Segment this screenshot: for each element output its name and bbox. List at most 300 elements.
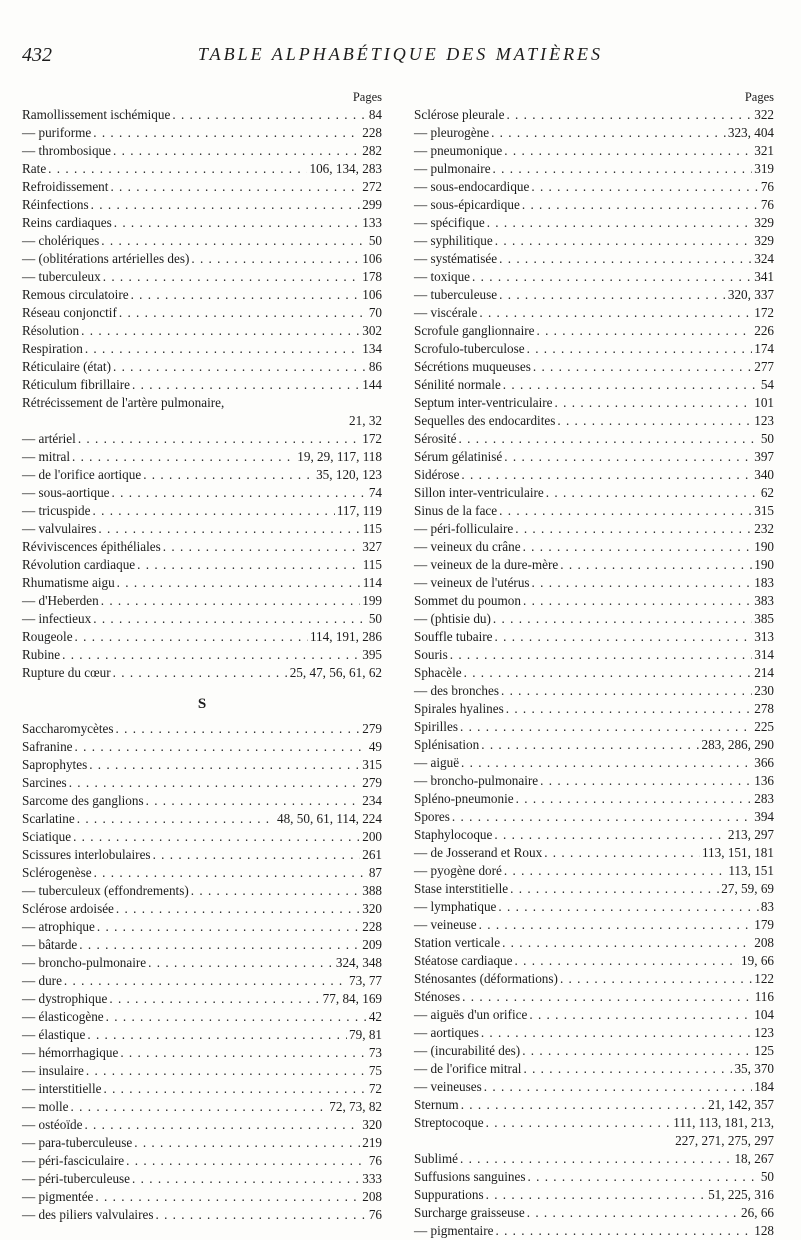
dot-leader xyxy=(484,1078,752,1096)
index-group-s-cont xyxy=(414,106,774,1114)
dot-leader xyxy=(84,1116,360,1134)
index-entry xyxy=(22,592,382,610)
dot-leader xyxy=(515,520,752,538)
entry-pages: 125 xyxy=(754,1043,774,1058)
dot-leader xyxy=(479,916,753,934)
entry-label: Réviviscences épithéliales xyxy=(22,539,161,554)
entry-pages: 272 xyxy=(362,179,382,194)
entry-label: Stéatose cardiaque xyxy=(414,953,513,968)
entry-label: Sublimé xyxy=(414,1151,458,1166)
index-entry xyxy=(414,502,774,520)
entry-label: — puriforme xyxy=(22,125,92,140)
index-entry xyxy=(22,106,382,124)
entry-label: Stase interstitielle xyxy=(414,881,509,896)
index-entry xyxy=(22,124,382,142)
entry-pages: 183 xyxy=(754,575,774,590)
entry-pages: 302 xyxy=(362,323,382,338)
index-entry xyxy=(414,466,774,484)
dot-leader xyxy=(91,196,361,214)
dot-leader xyxy=(491,124,726,142)
entry-label: — pneumonique xyxy=(414,143,503,158)
dot-leader xyxy=(523,538,753,556)
entry-pages: 111, 113, 181, 213, xyxy=(673,1115,774,1130)
dot-leader xyxy=(499,250,752,268)
dot-leader xyxy=(531,178,758,196)
entry-label: Réticulum fibrillaire xyxy=(22,377,131,392)
entry-label: Spléno-pneumonie xyxy=(414,791,514,806)
pages-column-label: Pages xyxy=(744,90,774,104)
index-entry xyxy=(414,1042,774,1060)
index-entry xyxy=(414,880,774,898)
dot-leader xyxy=(143,466,314,484)
index-entry xyxy=(414,484,774,502)
entry-label: Safranine xyxy=(22,739,73,754)
dot-leader xyxy=(93,610,367,628)
index-entry xyxy=(22,1188,382,1206)
entry-pages: 213, 297 xyxy=(727,827,774,842)
entry-pages: 279 xyxy=(362,721,382,736)
dot-leader xyxy=(73,828,360,846)
entry-pages: 72 xyxy=(368,1081,382,1096)
entry-label: — (oblitérations artérielles des) xyxy=(22,251,190,266)
entry-label: Suffusions sanguines xyxy=(414,1169,526,1184)
dot-leader xyxy=(119,304,367,322)
entry-label: Souris xyxy=(414,647,448,662)
entry-pages: 76 xyxy=(760,197,774,212)
entry-pages: 123 xyxy=(754,413,774,428)
entry-pages: 340 xyxy=(754,467,774,482)
entry-label: — aiguë xyxy=(414,755,460,770)
index-entry xyxy=(22,990,382,1008)
dot-leader xyxy=(87,1026,347,1044)
dot-leader xyxy=(103,268,360,286)
entry-pages: 115 xyxy=(362,557,382,572)
dot-leader xyxy=(117,574,361,592)
index-entry xyxy=(414,250,774,268)
entry-pages: 174 xyxy=(754,341,774,356)
dot-leader xyxy=(131,286,361,304)
entry-label: — de Josserand et Roux xyxy=(414,845,543,860)
entry-pages: 18, 267 xyxy=(734,1151,774,1166)
dot-leader xyxy=(536,322,752,340)
entry-label: — toxique xyxy=(414,269,471,284)
dot-leader xyxy=(79,936,360,954)
entry-label: — tricuspide xyxy=(22,503,91,518)
entry-pages: 190 xyxy=(754,539,774,554)
index-entry xyxy=(22,1062,382,1080)
entry-label: Révolution cardiaque xyxy=(22,557,136,572)
entry-label: Splénisation xyxy=(414,737,480,752)
entry-pages: 50 xyxy=(760,1169,774,1184)
dot-leader xyxy=(503,376,759,394)
entry-pages: 320 xyxy=(362,1117,382,1132)
index-entry xyxy=(22,1152,382,1170)
entry-label: — systématisée xyxy=(414,251,498,266)
entry-label: — viscérale xyxy=(414,305,478,320)
dot-leader xyxy=(499,502,752,520)
index-entry xyxy=(414,934,774,952)
entry-label: — tuberculeuse xyxy=(414,287,498,302)
entry-pages: 73, 77 xyxy=(349,973,382,988)
entry-pages: 133 xyxy=(362,215,382,230)
entry-pages: 116 xyxy=(754,989,774,1004)
entry-pages: 42 xyxy=(368,1009,382,1024)
entry-pages: 49 xyxy=(368,739,382,754)
index-entry xyxy=(22,196,382,214)
index-entry xyxy=(414,232,774,250)
dot-leader xyxy=(106,1008,367,1026)
entry-pages: 283 xyxy=(754,791,774,806)
entry-pages: 320 xyxy=(362,901,382,916)
entry-pages: 106, 134, 283 xyxy=(309,161,382,176)
entry-pages: 74 xyxy=(368,485,382,500)
index-entry xyxy=(22,214,382,232)
entry-label: Respiration xyxy=(22,341,83,356)
entry-label: Rhumatisme aigu xyxy=(22,575,115,590)
dot-leader xyxy=(532,574,753,592)
dot-leader xyxy=(89,756,360,774)
dot-leader xyxy=(94,864,367,882)
entry-pages: 394 xyxy=(754,809,774,824)
entry-label: Sternum xyxy=(414,1097,459,1112)
entry-pages: 184 xyxy=(754,1079,774,1094)
index-entry xyxy=(22,918,382,936)
index-group-s-end xyxy=(414,1150,774,1240)
entry-label: — infectieux xyxy=(22,611,92,626)
dot-leader xyxy=(504,448,752,466)
dot-leader xyxy=(481,736,699,754)
entry-pages: 86 xyxy=(368,359,382,374)
dot-leader xyxy=(134,1134,360,1152)
dot-leader xyxy=(98,520,360,538)
entry-pages: 21, 142, 357 xyxy=(708,1097,774,1112)
entry-label: Sténosantes (déformations) xyxy=(414,971,558,986)
entry-pages: 73 xyxy=(368,1045,382,1060)
dot-leader xyxy=(112,484,367,502)
dot-leader xyxy=(504,142,752,160)
entry-pages: 113, 151 xyxy=(728,863,774,878)
entry-label: Sécrétions muqueuses xyxy=(414,359,531,374)
index-entry xyxy=(414,142,774,160)
entry-label: — sous-endocardique xyxy=(414,179,530,194)
entry-pages: 228 xyxy=(362,919,382,934)
pages-column-label: Pages xyxy=(352,90,382,104)
dot-leader xyxy=(493,160,753,178)
entry-label: Sérosité xyxy=(414,431,457,446)
entry-label: — lymphatique xyxy=(414,899,497,914)
entry-label: — veineux du crâne xyxy=(414,539,521,554)
entry-label: — pigmentaire xyxy=(414,1223,494,1238)
entry-label: — sous-épicardique xyxy=(414,197,520,212)
entry-label: — insulaire xyxy=(22,1063,84,1078)
entry-label: — péri-folliculaire xyxy=(414,521,514,536)
entry-label: Réticulaire (état) xyxy=(22,359,111,374)
entry-pages: 278 xyxy=(754,701,774,716)
index-entry xyxy=(22,142,382,160)
dot-leader xyxy=(93,124,360,142)
index-entry xyxy=(22,520,382,538)
dot-leader xyxy=(501,682,752,700)
dot-leader xyxy=(101,592,361,610)
index-entry xyxy=(22,828,382,846)
index-entry xyxy=(22,502,382,520)
entry-label: Sillon inter-ventriculaire xyxy=(414,485,544,500)
index-entry xyxy=(22,972,382,990)
entry-pages: 333 xyxy=(362,1171,382,1186)
entry-label: — des bronches xyxy=(414,683,499,698)
entry-label: — de l'orifice aortique xyxy=(22,467,142,482)
entry-label: — broncho-pulmonaire xyxy=(22,955,147,970)
dot-leader xyxy=(495,628,753,646)
dot-leader xyxy=(486,1186,706,1204)
dot-leader xyxy=(191,250,360,268)
dot-leader xyxy=(486,1114,672,1132)
entry-label: — aortiques xyxy=(414,1025,479,1040)
index-entry xyxy=(22,358,382,376)
entry-label: Sequelles des endocardites xyxy=(414,413,556,428)
index-entry xyxy=(22,304,382,322)
index-entry xyxy=(414,772,774,790)
index-entry xyxy=(22,756,382,774)
entry-pages: 101 xyxy=(754,395,774,410)
entry-pages: 35, 120, 123 xyxy=(316,467,382,482)
entry-pages: 323, 404 xyxy=(727,125,774,140)
entry-pages: 48, 50, 61, 114, 224 xyxy=(276,811,382,826)
index-entry xyxy=(414,538,774,556)
entry-label: — péri-tuberculeuse xyxy=(22,1171,131,1186)
entry-pages: 209 xyxy=(362,937,382,952)
index-entry xyxy=(414,358,774,376)
index-entry xyxy=(22,1008,382,1026)
index-entry xyxy=(22,882,382,900)
entry-label: Sinus de la face xyxy=(414,503,498,518)
entry-label: Saccharomycètes xyxy=(22,721,114,736)
dot-leader xyxy=(69,774,361,792)
entry-label: Sérum gélatinisé xyxy=(414,449,503,464)
dot-leader xyxy=(460,718,752,736)
index-entry xyxy=(22,286,382,304)
entry-pages: 279 xyxy=(362,775,382,790)
index-entry xyxy=(22,556,382,574)
entry-pages: 232 xyxy=(754,521,774,536)
index-entry xyxy=(414,394,774,412)
dot-leader xyxy=(109,990,320,1008)
entry-label: Sciatique xyxy=(22,829,72,844)
entry-pages: 70 xyxy=(368,305,382,320)
dot-leader xyxy=(533,358,752,376)
index-entry xyxy=(414,664,774,682)
entry-label: — pulmonaire xyxy=(414,161,491,176)
entry-pages: 208 xyxy=(362,1189,382,1204)
dot-leader xyxy=(460,1150,732,1168)
entry-pages: 84 xyxy=(368,107,382,122)
dot-leader xyxy=(493,610,752,628)
dot-leader xyxy=(464,664,753,682)
entry-pages: 77, 84, 169 xyxy=(322,991,382,1006)
entry-label: — dure xyxy=(22,973,62,988)
entry-label: — para-tuberculeuse xyxy=(22,1135,133,1150)
dot-leader xyxy=(528,1168,759,1186)
entry-label: Ramollissement ischémique xyxy=(22,107,171,122)
dot-leader xyxy=(510,880,719,898)
entry-pages: 226 xyxy=(754,323,774,338)
entry-label: — interstitielle xyxy=(22,1081,102,1096)
entry-pages: 341 xyxy=(754,269,774,284)
dot-leader xyxy=(78,430,360,448)
index-entry xyxy=(414,1096,774,1114)
dot-leader xyxy=(97,918,360,936)
dot-leader xyxy=(523,592,752,610)
index-entry xyxy=(414,376,774,394)
index-entry xyxy=(22,1116,382,1134)
dot-leader xyxy=(113,664,288,682)
dot-leader xyxy=(126,1152,367,1170)
index-entry xyxy=(414,718,774,736)
index-entry xyxy=(22,376,382,394)
entry-label: Remous circulatoire xyxy=(22,287,129,302)
index-entry xyxy=(414,1168,774,1186)
dot-leader xyxy=(461,466,752,484)
dot-leader xyxy=(499,286,726,304)
index-entry xyxy=(414,412,774,430)
entry-label: — (phtisie du) xyxy=(414,611,491,626)
page-number: 432 xyxy=(22,44,52,66)
dot-leader xyxy=(75,738,367,756)
entry-label: — d'Heberden xyxy=(22,593,99,608)
entry-pages: 329 xyxy=(754,215,774,230)
index-entry xyxy=(414,844,774,862)
entry-label: — spécifique xyxy=(414,215,485,230)
entry-pages: 282 xyxy=(362,143,382,158)
dot-leader xyxy=(522,1042,752,1060)
entry-label: Spirilles xyxy=(414,719,458,734)
index-entry xyxy=(22,900,382,918)
entry-label: Scrofulo-tuberculose xyxy=(414,341,525,356)
dot-leader xyxy=(557,412,752,430)
dot-leader xyxy=(515,952,740,970)
index-entry xyxy=(414,340,774,358)
entry-pages: 329 xyxy=(754,233,774,248)
entry-label: Sclérose ardoisée xyxy=(22,901,114,916)
index-entry xyxy=(414,898,774,916)
entry-pages: 76 xyxy=(760,179,774,194)
entry-pages: 395 xyxy=(362,647,382,662)
entry-label: Saprophytes xyxy=(22,757,88,772)
entry-label: — élasticogène xyxy=(22,1009,104,1024)
dot-leader xyxy=(462,988,753,1006)
entry-pages: 27, 59, 69 xyxy=(721,881,774,896)
index-entry xyxy=(22,664,382,682)
dot-leader xyxy=(495,1222,752,1240)
index-entry xyxy=(22,538,382,556)
index-entry xyxy=(22,1134,382,1152)
dot-leader xyxy=(479,304,752,322)
entry-label: Staphylocoque xyxy=(414,827,493,842)
dot-leader xyxy=(191,882,360,900)
entry-pages: 72, 73, 82 xyxy=(329,1099,382,1114)
entry-label: — tuberculeux xyxy=(22,269,101,284)
index-group-r xyxy=(22,106,382,394)
dot-leader xyxy=(494,826,725,844)
entry-label: — artériel xyxy=(22,431,76,446)
entry-pages: 208 xyxy=(754,935,774,950)
entry-pages: 106 xyxy=(362,287,382,302)
entry-label: Souffle tubaire xyxy=(414,629,493,644)
entry-label: — ostéoïde xyxy=(22,1117,83,1132)
dot-leader xyxy=(153,846,361,864)
index-entry xyxy=(22,738,382,756)
entry-pages: 19, 29, 117, 118 xyxy=(297,449,382,464)
entry-pages: 230 xyxy=(754,683,774,698)
index-entry xyxy=(22,178,382,196)
dot-leader xyxy=(86,1062,367,1080)
dot-leader xyxy=(103,1080,366,1098)
running-title: TABLE ALPHABÉTIQUE DES MATIÈRES xyxy=(197,44,604,64)
index-entry xyxy=(414,556,774,574)
entry-label: Sclérogenèse xyxy=(22,865,92,880)
entry-pages: 35, 370 xyxy=(734,1061,774,1076)
entry-label: Rate xyxy=(22,161,47,176)
entry-pages-continued: 227, 271, 275, 297 xyxy=(675,1133,774,1148)
dot-leader xyxy=(544,844,700,862)
dot-leader xyxy=(529,1006,752,1024)
entry-pages: 321 xyxy=(754,143,774,158)
dot-leader xyxy=(62,646,360,664)
entry-pages: 315 xyxy=(754,503,774,518)
dot-leader xyxy=(81,322,360,340)
entry-label: — bâtarde xyxy=(22,937,78,952)
entry-label: Streptocoque xyxy=(414,1115,484,1130)
index-entry xyxy=(22,250,382,268)
index-entry-streptocoque xyxy=(414,1114,774,1132)
entry-pages: 319 xyxy=(754,161,774,176)
entry-pages: 83 xyxy=(760,899,774,914)
entry-label: — veineux de la dure-mère xyxy=(414,557,559,572)
dot-leader xyxy=(148,954,334,972)
index-entry xyxy=(22,646,382,664)
index-entry xyxy=(414,124,774,142)
entry-pages: 87 xyxy=(368,865,382,880)
entry-label: — thrombosique xyxy=(22,143,112,158)
dot-leader xyxy=(487,214,753,232)
entry-pages: 178 xyxy=(362,269,382,284)
index-entry xyxy=(414,286,774,304)
index-entry xyxy=(22,232,382,250)
entry-pages: 314 xyxy=(754,647,774,662)
entry-pages: 320, 337 xyxy=(727,287,774,302)
dot-leader xyxy=(546,484,759,502)
index-entry xyxy=(414,970,774,988)
index-entry xyxy=(22,610,382,628)
entry-label: — molle xyxy=(22,1099,69,1114)
entry-label: Sidérose xyxy=(414,467,460,482)
index-entry xyxy=(414,1024,774,1042)
index-entry xyxy=(414,1006,774,1024)
index-entry xyxy=(414,574,774,592)
entry-pages: 172 xyxy=(362,431,382,446)
dot-leader xyxy=(137,556,361,574)
dot-leader xyxy=(459,430,759,448)
entry-pages: 104 xyxy=(754,1007,774,1022)
dot-leader xyxy=(560,556,752,574)
index-entry xyxy=(414,268,774,286)
entry-label: Sphacèle xyxy=(414,665,462,680)
entry-label: — aiguës d'un orifice xyxy=(414,1007,528,1022)
dot-leader xyxy=(461,1096,706,1114)
index-entry xyxy=(414,790,774,808)
entry-label: Sarcines xyxy=(22,775,67,790)
entry-label: Reins cardiaques xyxy=(22,215,112,230)
